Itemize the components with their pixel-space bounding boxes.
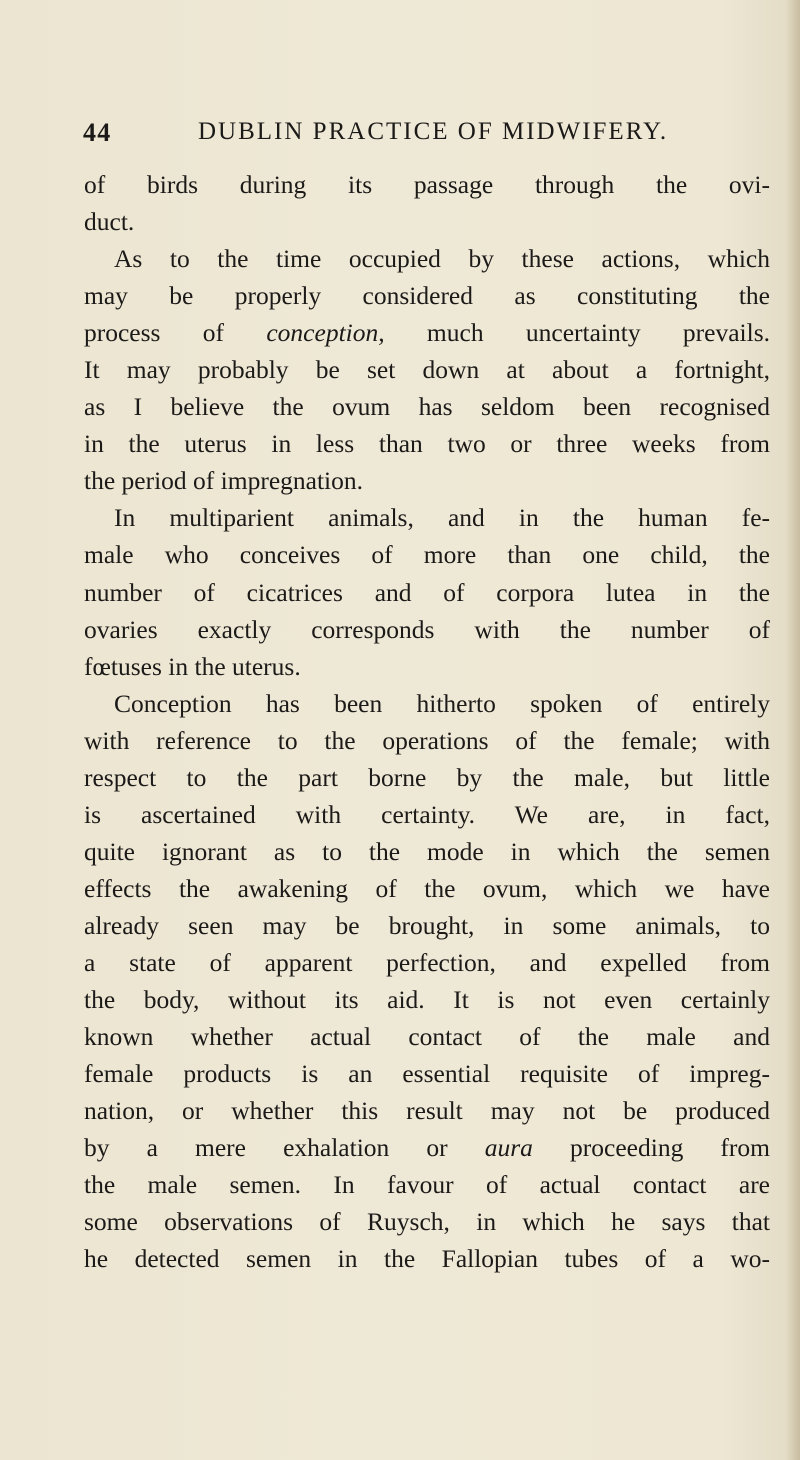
running-head: DUBLIN PRACTICE OF MIDWIFERY. bbox=[198, 118, 669, 145]
text-line: effects the awakening of the ovum, which we have bbox=[84, 873, 770, 903]
body-text bbox=[84, 166, 770, 1277]
text-line: in the uterus in less than two or three weeks from bbox=[84, 429, 770, 459]
italic-term: aura bbox=[484, 1133, 533, 1163]
text-line: It may probably be set down at about a fortnight, bbox=[84, 355, 770, 385]
text-segment: process of bbox=[84, 318, 267, 348]
text-line: nation, or whether this result may not be produced bbox=[84, 1096, 770, 1126]
text-line: fœtuses in the uterus. bbox=[84, 651, 301, 681]
text-line: may be properly considered as constituting the bbox=[84, 281, 770, 311]
text-line: number of cicatrices and of corpora lutea in the bbox=[84, 577, 770, 607]
text-line: In multiparient animals, and in the human fe- bbox=[114, 503, 770, 533]
text-line: is ascertained with certainty. We are, in fact, bbox=[84, 799, 770, 829]
text-line: Conception has been hitherto spoken of entirely bbox=[114, 688, 770, 718]
text-line: already seen may be brought, in some animals, to bbox=[84, 910, 770, 940]
text-line: of birds during its passage through the ovi- bbox=[84, 170, 770, 199]
text-line: with reference to the operations of the female; with bbox=[84, 725, 770, 755]
text-segment: much uncertainty prevails. bbox=[384, 318, 771, 348]
text-line: the body, without its aid. It is not even certainly bbox=[84, 985, 770, 1015]
text-line: known whether actual contact of the male and bbox=[84, 1022, 770, 1052]
text-line bbox=[84, 314, 770, 351]
text-line: the period of impregnation. bbox=[84, 466, 364, 496]
italic-term: conception, bbox=[266, 318, 385, 348]
text-line: duct. bbox=[84, 207, 135, 237]
page-header bbox=[83, 118, 683, 158]
page-edge-shadow bbox=[786, 0, 800, 1460]
text-segment: by a mere exhalation or bbox=[84, 1133, 485, 1163]
text-line bbox=[84, 1129, 770, 1166]
page-number: 44 bbox=[83, 118, 112, 147]
text-segment: proceeding from bbox=[532, 1133, 770, 1163]
text-line: male who conceives of more than one child, the bbox=[84, 540, 770, 570]
text-line: respect to the part borne by the male, but little bbox=[84, 762, 770, 792]
text-line: as I believe the ovum has seldom been recognised bbox=[84, 392, 770, 422]
text-line: the male semen. In favour of actual contact are bbox=[84, 1170, 770, 1200]
text-line: some observations of Ruysch, in which he says that bbox=[84, 1207, 770, 1237]
text-line: he detected semen in the Fallopian tubes of a wo- bbox=[84, 1244, 770, 1274]
text-line: a state of apparent perfection, and expelled from bbox=[84, 947, 770, 977]
text-line: As to the time occupied by these actions, which bbox=[114, 244, 770, 274]
text-line: quite ignorant as to the mode in which the semen bbox=[84, 836, 770, 866]
text-line: ovaries exactly corresponds with the number of bbox=[84, 614, 770, 644]
text-line: female products is an essential requisite of impreg- bbox=[84, 1059, 770, 1089]
